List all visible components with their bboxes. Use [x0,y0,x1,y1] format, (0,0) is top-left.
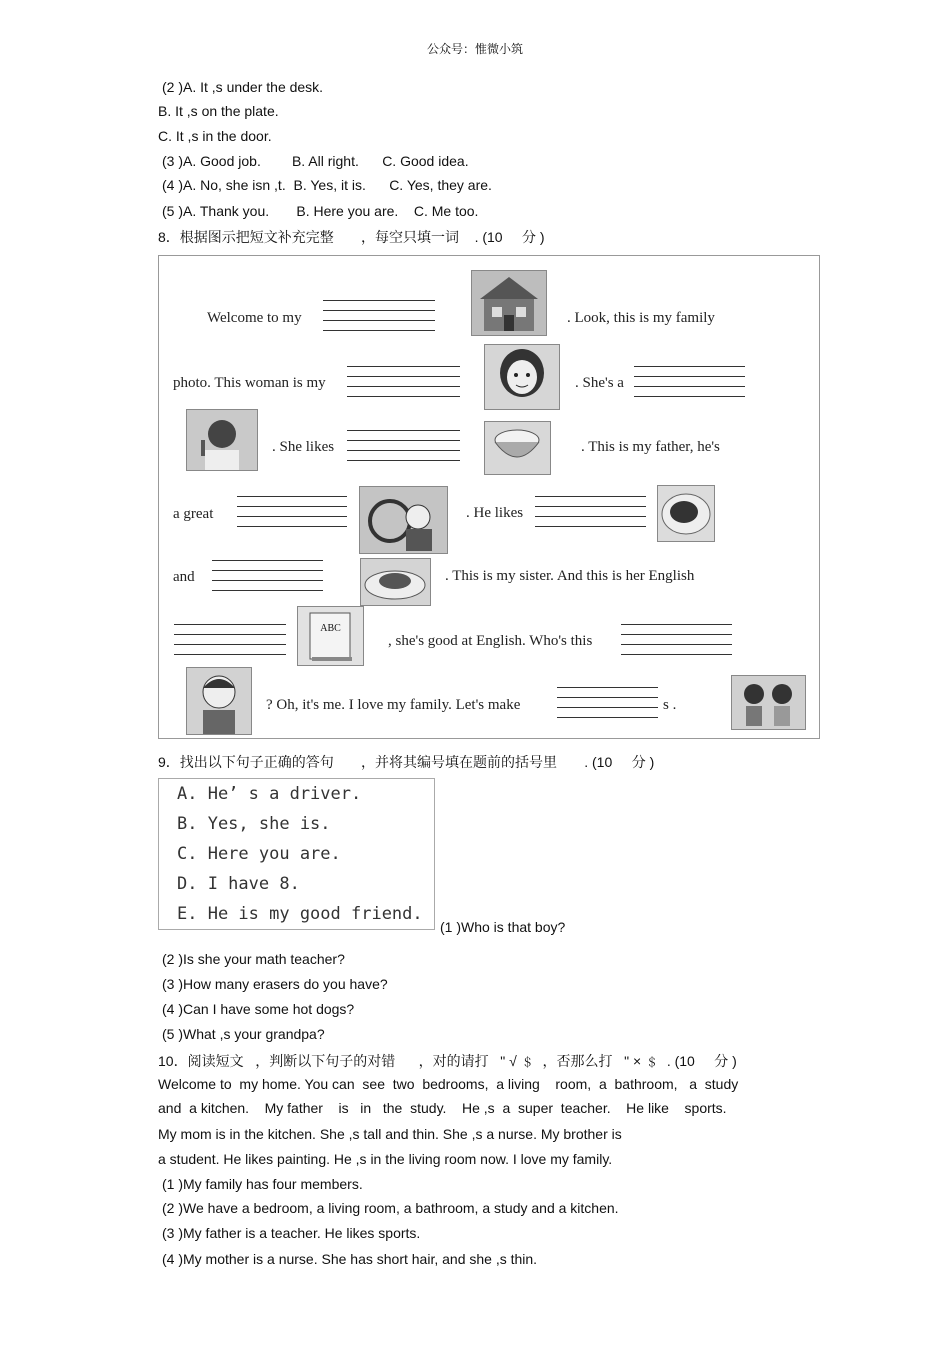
q10-title: 10．阅读短文 ，判断以下句子的对错 ，对的请打 " √ ﹩ ，否那么打 " × ﹩ . (10 分 ) [158,1053,737,1069]
option-a: A. He’ s a driver. [177,784,362,804]
q9-question: (2 )Is she your math teacher? [162,951,345,967]
q8-title: 8．根据图示把短文补充完整 ，每空只填一词 . (10 分 ) [158,229,545,245]
q10-statement: (3 )My father is a teacher. He likes sports. [162,1225,421,1241]
answer-blank[interactable] [557,687,658,727]
q9-question: (4 )Can I have some hot dogs? [162,1001,355,1017]
answer-blank[interactable] [212,560,323,600]
q7-line: C. It ,s in the door. [158,128,272,144]
answer-blank[interactable] [323,300,435,340]
friends-picture [731,675,806,730]
cloze-text: . Look, this is my family [567,310,715,326]
noodles-picture [360,558,431,606]
cloze-text: . This is my sister. And this is her English [445,568,695,584]
page-header: 公众号：惟微小筑 [426,42,523,56]
q10-statement: (4 )My mother is a nurse. She has short hair, and she ,s thin. [162,1251,538,1267]
option-d: D. I have 8. [177,874,300,894]
answer-blank[interactable] [634,366,745,406]
passage-line: and a kitchen. My father is in the study. He ,s a super teacher. He like sports. [158,1100,727,1116]
boy-picture [186,667,252,735]
q7-line: (2 )A. It ,s under the desk. [162,79,324,95]
q7-line: (3 )A. Good job. B. All right. C. Good idea. [162,153,469,169]
q7-line: (5 )A. Thank you. B. Here you are. C. Me too. [162,203,479,219]
answer-blank[interactable] [535,496,646,536]
passage-line: Welcome to my home. You can see two bedrooms, a living room, a bathroom, a study [158,1076,739,1092]
option-b: B. Yes, she is. [177,814,331,834]
q10-statement: (2 )We have a bedroom, a living room, a bathroom, a study and a kitchen. [162,1200,619,1216]
book-cover-label: ABC [320,623,341,634]
cloze-picture-box [158,255,820,739]
answer-blank[interactable] [237,496,347,536]
passage-line: My mom is in the kitchen. She ,s tall and thin. She ,s a nurse. My brother is [158,1126,622,1142]
q7-line: (4 )A. No, she isn ,t. B. Yes, it is. C. Yes, they are. [162,177,492,193]
cloze-text: ? Oh, it's me. I love my family. Let's make [266,697,521,713]
cloze-text: and [173,569,195,585]
cloze-text: a great [173,506,214,522]
q9-title: 9．找出以下句子正确的答句 ，并将其编号填在题前的括号里 . (10 分 ) [158,754,655,770]
passage-line: a student. He likes painting. He ,s in the living room now. I love my family. [158,1151,613,1167]
q9-question: (1 )Who is that boy? [440,919,566,935]
answer-blank[interactable] [174,624,286,664]
answer-blank[interactable] [347,430,460,470]
cloze-text: . This is my father, he's [581,439,720,455]
q9-question: (5 )What ,s your grandpa? [162,1026,325,1042]
rice-bowl-picture [484,421,551,475]
option-e: E. He is my good friend. [177,904,423,924]
woman-picture [484,344,560,410]
option-c: C. Here you are. [177,844,341,864]
cloze-text: s . [663,697,677,713]
cloze-text: photo. This woman is my [173,375,326,391]
driver-picture [359,486,448,554]
q9-question: (3 )How many erasers do you have? [162,976,388,992]
chicken-picture [657,485,715,542]
cloze-text: Welcome to my [207,310,302,326]
nurse-picture [186,409,258,471]
q10-statement: (1 )My family has four members. [162,1176,363,1192]
q7-line: B. It ,s on the plate. [158,103,279,119]
cloze-text: . He likes [466,505,524,521]
cloze-text: . She likes [272,439,335,455]
cloze-text: . She's a [575,375,624,391]
answer-blank[interactable] [347,366,460,406]
cloze-text: , she's good at English. Who's this [388,633,593,649]
answer-options-box [158,778,435,930]
book-picture [297,606,364,666]
answer-blank[interactable] [621,624,732,664]
house-picture [471,270,547,336]
